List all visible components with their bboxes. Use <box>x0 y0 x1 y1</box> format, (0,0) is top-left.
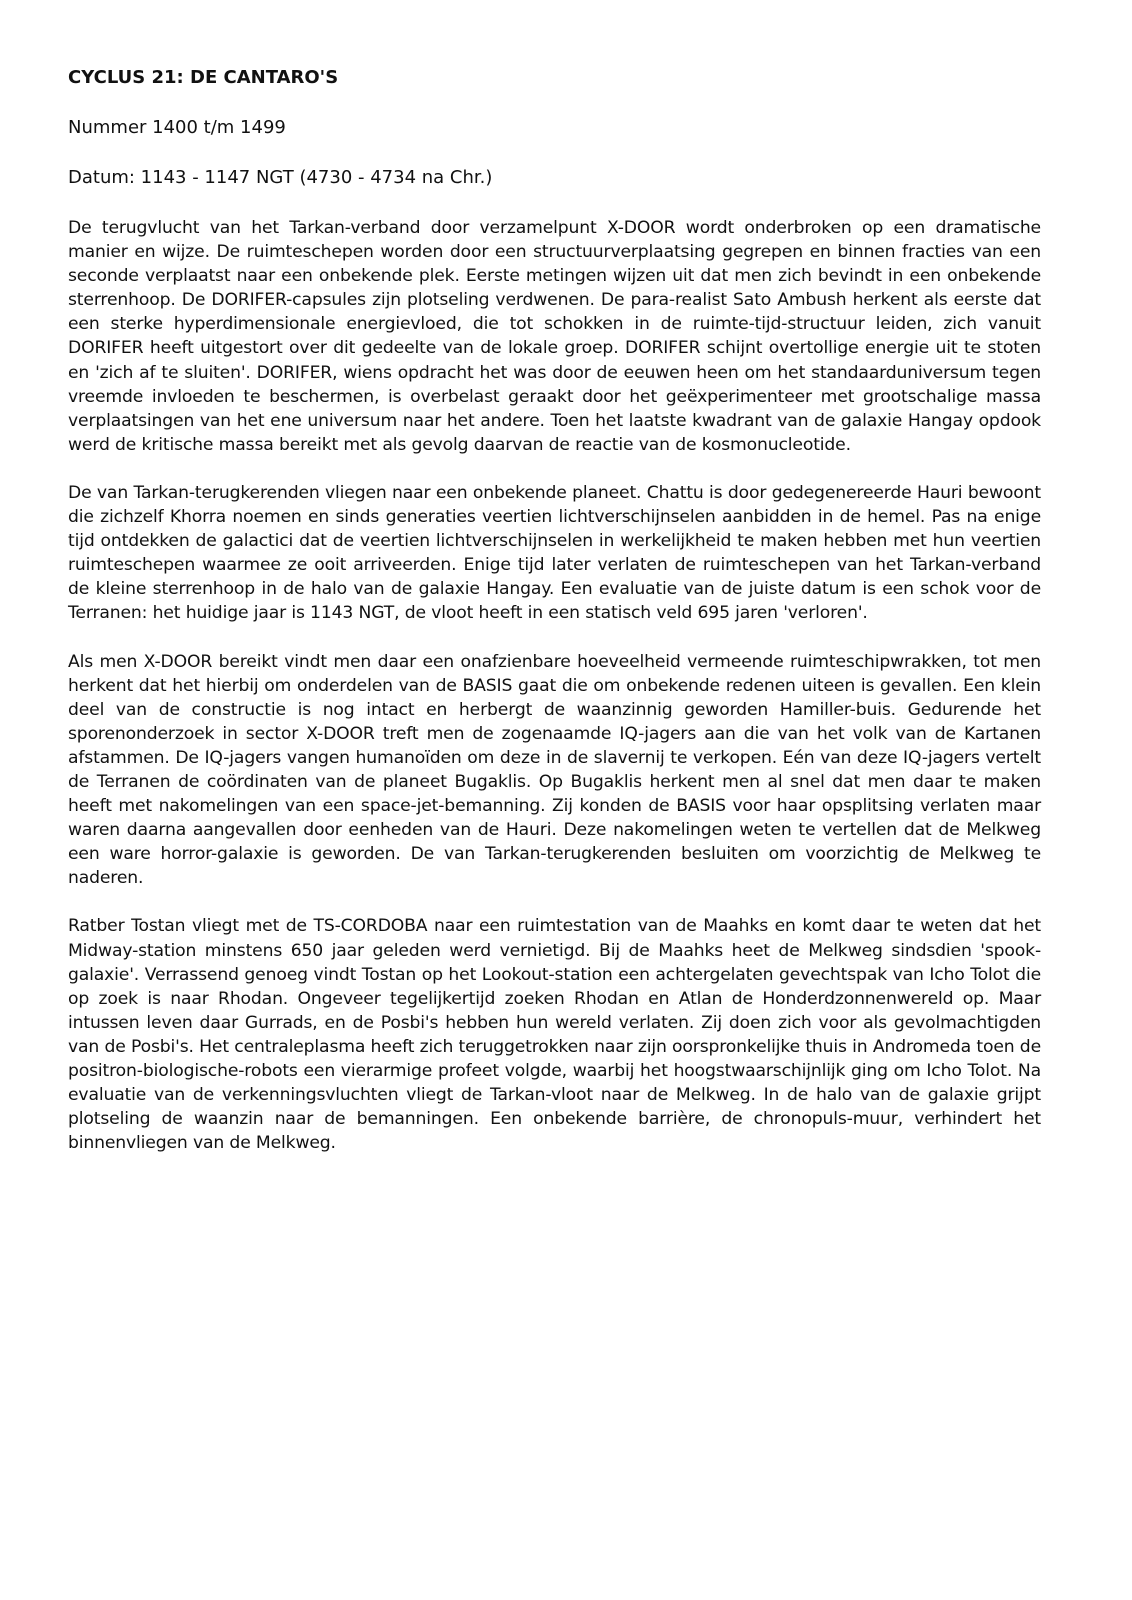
paragraph-4: Ratber Tostan vliegt met de TS-CORDOBA naar een ruimtestation van de Maahks en komt daar te weten dat het Midway-station minstens 650 jaar geleden werd vernietigd. Bij de Maahks heet de Melkweg sindsdien 'spook-galaxie'. Verrassend genoeg vindt Tostan op het Lookout-station een achtergelaten gevechtspak van Icho Tolot die op zoek is naar Rhodan. Ongeveer tegelijkertijd zoeken Rhodan en Atlan de Honderdzonnenwereld op. Maar intussen leven daar Gurrads, en de Posbi's hebben hun wereld verlaten. Zij doen zich voor als gevolmachtigden van de Posbi's. Het centraleplasma heeft zich teruggetrokken naar zijn oorspronkelijke thuis in Andromeda toen de positron-biologische-robots een vierarmige profeet volgde, waarbij het hoogstwaarschijnlijk ging om Icho Tolot. Na evaluatie van de verkenningsvluchten vliegt de Tarkan-vloot naar de Melkweg. In de halo van de galaxie grijpt plotseling de waanzin naar de bemanningen. Een onbekende barrière, de chronopuls-muur, verhindert het binnenvliegen van de Melkweg. <box>68 916 1041 1154</box>
paragraph-2: De van Tarkan-terugkerenden vliegen naar een onbekende planeet. Chattu is door gedegenereerde Hauri bewoont die zichzelf Khorra noemen en sinds generaties veertien lichtverschijnselen aanbidden in de hemel. Pas na enige tijd ontdekken de galactici dat de veertien lichtverschijnselen in werkelijkheid te maken hebben met hun veertien ruimteschepen waarmee ze ooit arriveerden. Enige tijd later verlaten de ruimteschepen van het Tarkan-verband de kleine sterrenhoop in de halo van de galaxie Hangay. Een evaluatie van de juiste datum is een schok voor de Terranen: het huidige jaar is 1143 NGT, de vloot heeft in een statisch veld 695 jaren 'verloren'. <box>68 482 1041 624</box>
paragraph-1: De terugvlucht van het Tarkan-verband door verzamelpunt X-DOOR wordt onderbroken op een dramatische manier en wijze. De ruimteschepen worden door een structuurverplaatsing gegrepen en binnen fracties van een seconde verplaatst naar een onbekende plek. Eerste metingen wijzen uit dat men zich bevindt in een onbekende sterrenhoop. De DORIFER-capsules zijn plotseling verdwenen. De para-realist Sato Ambush herkent als eerste dat een sterke hyperdimensionale energievloed, die tot schokken in de ruimte-tijd-structuur leiden, zich vanuit DORIFER heeft uitgestort over dit gedeelte van de lokale groep. DORIFER schijnt overtollige energie uit te stoten en 'zich af te sluiten'. DORIFER, wiens opdracht het was door de eeuwen heen om het standaarduniversum tegen vreemde invloeden te beschermen, is overbelast geraakt door het geëxperimenteer met grootschalige massa verplaatsingen van het ene universum naar het andere. Toen het laatste kwadrant van de galaxie Hangay opdook werd de kritische massa bereikt met als gevolg daarvan de reactie van de kosmonucleotide. <box>68 218 1041 455</box>
paragraph-3: Als men X-DOOR bereikt vindt men daar een onafzienbare hoeveelheid vermeende ruimteschipwrakken, tot men herkent dat het hierbij om onderdelen van de BASIS gaat die om onbekende redenen uiteen is gevallen. Een klein deel van de constructie is nog intact en herbergt de waanzinnig geworden Hamiller-buis. Gedurende het sporenonderzoek in sector X-DOOR treft men de zogenaamde IQ-jagers aan die van het volk van de Kartanen afstammen. De IQ-jagers vangen humanoïden om deze in de slavernij te verkopen. Eén van deze IQ-jagers vertelt de Terranen de coördinaten van de planeet Bugaklis. Op Bugaklis herkent men al snel dat men daar te maken heeft met nakomelingen van een space-jet-bemanning. Zij konden de BASIS voor haar opsplitsing verlaten maar waren daarna aangevallen door eenheden van de Hauri. Deze nakomelingen weten te vertellen dat de Melkweg een ware horror-galaxie is geworden. De van Tarkan-terugkerenden besluiten om voorzichtig de Melkweg te naderen. <box>68 651 1041 889</box>
document-page <box>68 66 1041 1179</box>
document-title: CYCLUS 21: DE CANTARO'S <box>68 67 339 88</box>
date-range: Datum: 1143 - 1147 NGT (4730 - 4734 na Chr.) <box>68 167 493 188</box>
issue-number-range: Nummer 1400 t/m 1499 <box>68 117 286 138</box>
